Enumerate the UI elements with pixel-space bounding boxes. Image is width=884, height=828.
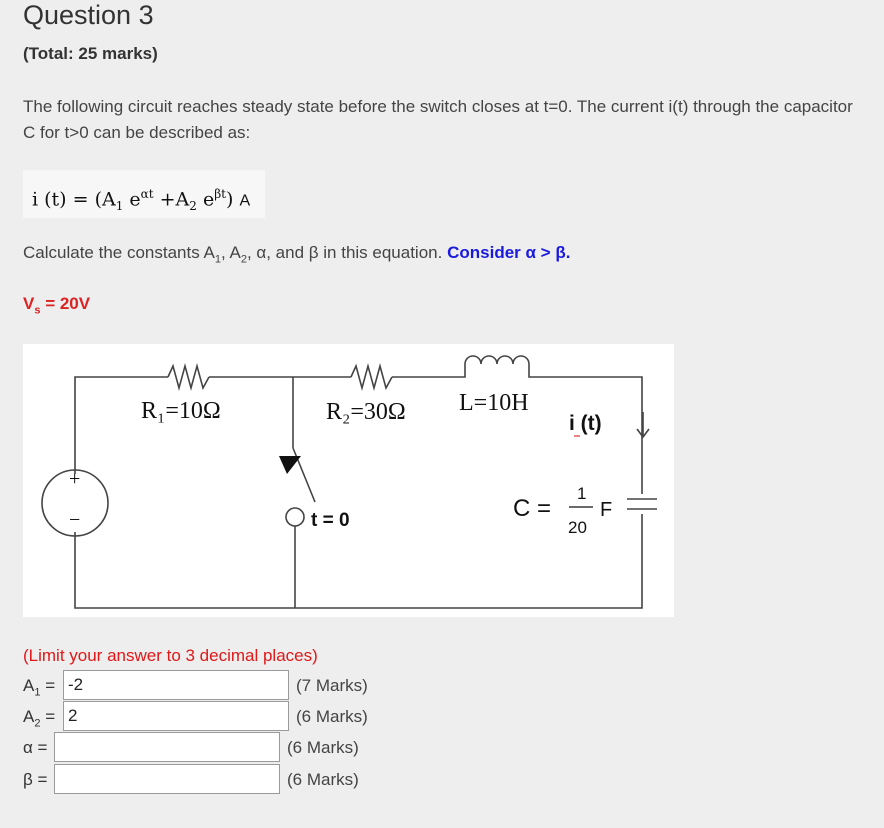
resistor-r1: [168, 366, 209, 388]
inductor-label: L=10H: [459, 390, 529, 416]
capacitor-unit: F: [600, 499, 613, 521]
resistor-r2: [351, 366, 392, 388]
a1-input[interactable]: [63, 670, 289, 700]
capacitor-numerator: 1: [577, 484, 587, 503]
beta-marks: (6 Marks): [287, 770, 359, 789]
consider-condition: Consider α > β.: [447, 243, 571, 262]
current-equation: i $(t) = (A_1$ $e^{\alpha t} +A_2$ $e^{\beta t}$) A: [23, 170, 265, 218]
r1-label: R₁=10Ω: [141, 398, 221, 424]
capacitor-label-prefix: C =: [513, 495, 552, 522]
a2-label: $A_2$ =: [23, 707, 56, 730]
a2-marks: (6 Marks): [296, 707, 368, 726]
switch-arrow: [279, 456, 301, 474]
question-total-marks: (Total: 25 marks): [23, 44, 158, 63]
answer-precision-note: (Limit your answer to 3 decimal places): [23, 646, 318, 665]
current-label: i (t): [569, 412, 602, 435]
beta-input[interactable]: [54, 764, 280, 794]
alpha-marks: (6 Marks): [287, 738, 359, 757]
inductor-l: [465, 356, 529, 364]
beta-label: β =: [23, 770, 48, 789]
alpha-input[interactable]: [54, 732, 280, 762]
alpha-label: α =: [23, 738, 48, 757]
question-intro: The following circuit reaches steady state before the switch closes at t=0. The current i(t) through the capacitor C for t>0 can be described as:: [23, 97, 853, 142]
switch-contact: [286, 508, 304, 526]
source-minus: −: [69, 509, 81, 531]
capacitor-denominator: 20: [568, 518, 587, 537]
calculate-instruction: Calculate the constants $A_1$, $A_2$, α, and β in this equation. Consider α > β.: [23, 243, 571, 266]
equation-unit: A: [239, 192, 251, 210]
circuit-diagram: [23, 344, 674, 617]
r2-label: R₂=30Ω: [326, 399, 406, 425]
source-voltage: $V_s = 20V$: [23, 294, 91, 317]
a1-marks: (7 Marks): [296, 676, 368, 695]
a1-label: $A_1$ =: [23, 676, 56, 699]
question-title: Question 3: [23, 0, 154, 30]
source-plus: +: [69, 468, 81, 490]
switch-time-label: t = 0: [311, 510, 350, 531]
a2-input[interactable]: [63, 701, 289, 731]
